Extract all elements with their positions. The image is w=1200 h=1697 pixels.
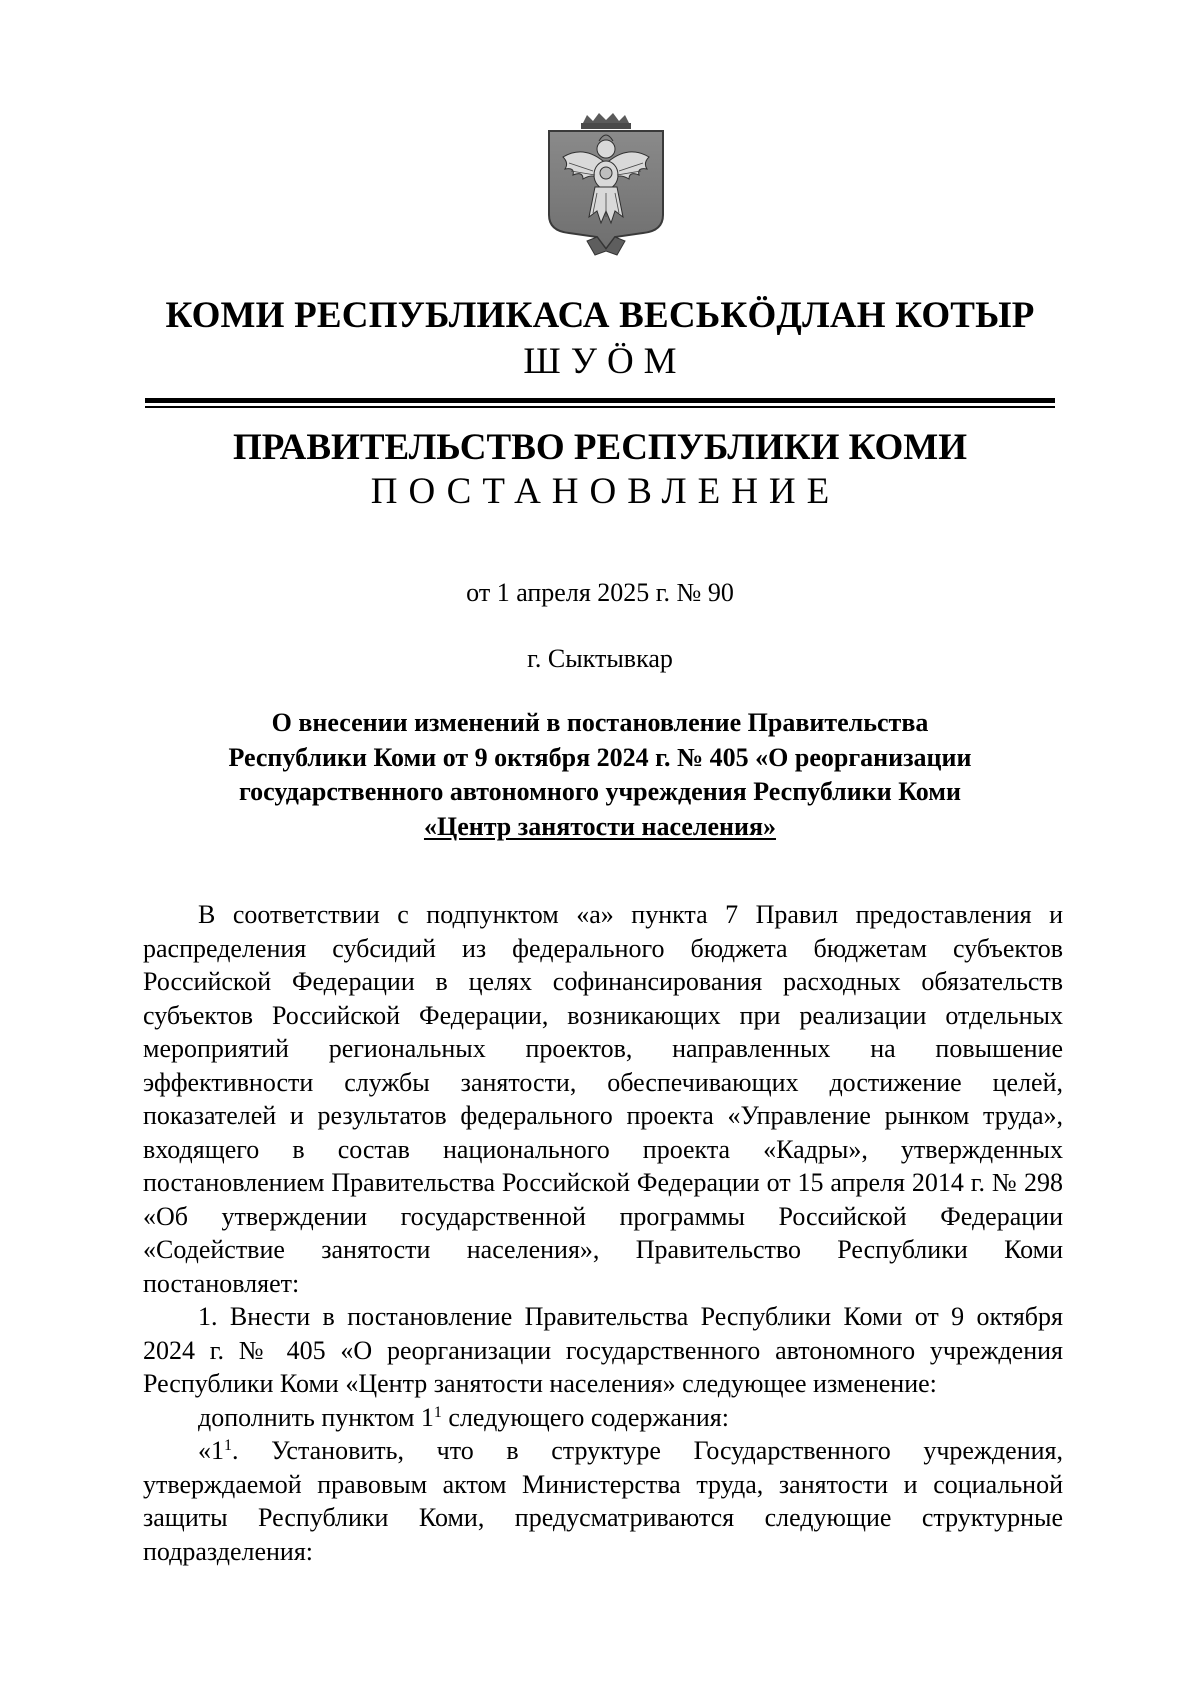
preamble-paragraph: В соответствии с подпунктом «а» пункта 7 Правил предоставления и распределения субсидий из федерального бюджета бюджетам субъектов Российской Федерации в целях софинансирования расходных обязательств субъектов Российской Федерации, возникающих при реализации отдельных мероприятий региональных проектов, направленных на повышение эффективности службы занятости, обеспечивающих достижение целей, показателей и результатов федерального проекта «Управление рынком труда», входящего в состав национального проекта «Кадры», утвержденных постановлением Правительства Российской Федерации от 15 апреля 2014 г. № 298 «Об утверждении государственной программы Российской Федерации «Содействие занятости населения», Правительство Республики Коми постановляет: <box>143 900 1063 1298</box>
quoted-point-superscript: 1 <box>224 1437 232 1454</box>
quoted-point-paragraph <box>143 1434 1063 1568</box>
government-title: ПРАВИТЕЛЬСТВО РЕСПУБЛИКИ КОМИ <box>233 427 967 468</box>
komi-document-type: ШУӦМ <box>523 341 687 382</box>
add-point-suffix: следующего содержания: <box>441 1402 729 1432</box>
komi-government-title: КОМИ РЕСПУБЛИКАСА ВЕСЬКӦДЛАН КОТЫР <box>165 295 1035 336</box>
title-line-2: Республики Коми от 9 октября 2024 г. № 405 «О реорганизации <box>228 742 972 772</box>
document-body <box>143 898 1063 1568</box>
item-1-paragraph: 1. Внести в постановление Правительства Республики Коми от 9 октября 2024 г. № 405 «О реорганизации государственного автономного учреждения Республики Коми «Центр занятости населения» следующее изменение: <box>143 1302 1063 1398</box>
document-type: ПОСТАНОВЛЕНИЕ <box>370 471 841 512</box>
add-point-paragraph <box>143 1401 1063 1435</box>
add-point-superscript: 1 <box>433 1403 442 1421</box>
header-divider-thick <box>145 398 1055 403</box>
add-point-prefix: дополнить пунктом 1 <box>198 1402 434 1432</box>
document-city: г. Сыктывкар <box>527 644 673 673</box>
title-line-4: «Центр занятости населения» <box>423 811 777 841</box>
title-line-1: О внесении изменений в постановление Правительства <box>271 708 929 737</box>
quoted-point-text: . Установить, что в структуре Государственного учреждения, утверждаемой правовым актом Министерства труда, занятости и социальной защиты Республики Коми, предусматриваются следующие структурные подразделения: <box>143 1436 1063 1566</box>
title-line-3: государственного автономного учреждения Республики Коми <box>239 777 961 806</box>
document-date-number: от 1 апреля 2025 г. № 90 <box>466 578 734 607</box>
quoted-point-prefix: «1 <box>198 1436 224 1465</box>
coat-of-arms-emblem <box>543 113 669 263</box>
document-title <box>140 706 1060 844</box>
header-divider-thin <box>145 406 1055 408</box>
